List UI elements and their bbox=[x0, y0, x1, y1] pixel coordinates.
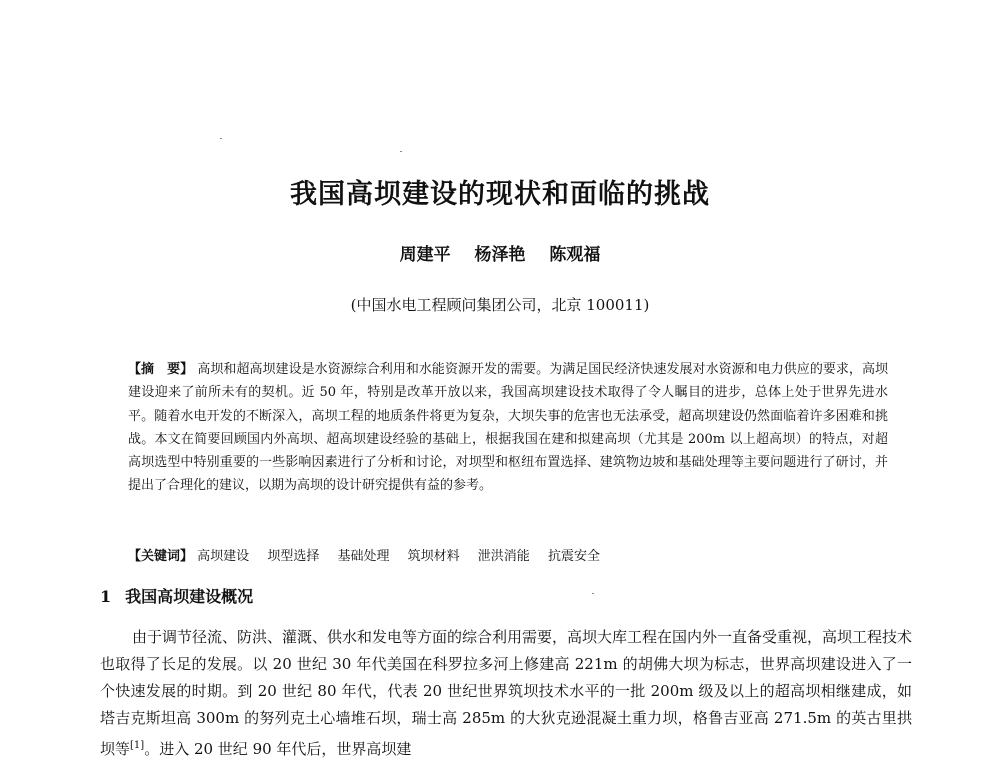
scan-speck bbox=[592, 593, 594, 594]
abstract bbox=[128, 358, 888, 498]
citation-reference: [1] bbox=[130, 740, 145, 751]
keyword: 高坝建设 bbox=[197, 549, 250, 564]
abstract-text: 高坝和超高坝建设是水资源综合利用和水能资源开发的需要。为满足国民经济快速发展对水资源和电力供应的要求，高坝建设迎来了前所未有的契机。近 50 年，特别是改革开放以来，我国高坝建设技术取得了令人瞩目的进步，总体上处于世界先进水平。随着水电开发的不断深入，高坝工程的地质条件将更为复杂，大坝失事的危害也无法承受，超高坝建设仍然面临着许多困难和挑战。本文在简要回顾国内外高坝、超高坝建设经验的基础上，根据我国在建和拟建高坝（尤其是 200m 以上超高坝）的特点，对超高坝选型中特别重要的一些影响因素进行了分析和讨论，对坝型和枢纽布置选择、建筑物边坡和基础处理等主要问题进行了研讨，并提出了合理化的建议，以期为高坝的设计研究提供有益的参考。 bbox=[128, 362, 888, 494]
keywords-label: 【关键词】 bbox=[128, 549, 194, 564]
abstract-label: 【摘 要】 bbox=[128, 362, 194, 377]
keyword: 抗震安全 bbox=[547, 549, 600, 564]
affiliation: (中国水电工程顾问集团公司，北京 100011) bbox=[350, 296, 650, 314]
scan-speck bbox=[220, 138, 222, 139]
keyword: 筑坝材料 bbox=[407, 549, 460, 564]
author-name: 周建平 bbox=[399, 245, 451, 265]
section-heading bbox=[100, 584, 253, 607]
author-name: 陈观福 bbox=[549, 245, 601, 265]
paper-title: 我国高坝建设的现状和面临的挑战 bbox=[290, 179, 710, 210]
section-title: 我国高坝建设概况 bbox=[125, 587, 254, 606]
body-text-continued: 。进入 20 世纪 90 年代后，世界高坝建 bbox=[144, 740, 412, 758]
author-list bbox=[0, 240, 1000, 265]
author-name: 杨泽艳 bbox=[474, 245, 526, 265]
keyword: 泄洪消能 bbox=[477, 549, 530, 564]
section-number: 1 bbox=[100, 587, 112, 606]
body-paragraph bbox=[100, 624, 912, 763]
scan-speck bbox=[400, 151, 402, 152]
keyword: 坝型选择 bbox=[267, 549, 320, 564]
body-text: 由于调节径流、防洪、灌溉、供水和发电等方面的综合利用需要，高坝大库工程在国内外一直备受重视，高坝工程技术也取得了长足的发展。以 20 世纪 30 年代美国在科罗拉多河上修建高 221m 的胡佛大坝为标志，世界高坝建设进入了一个快速发展的时期。到 20 世纪 80 年代，代表 20 世纪世界筑坝技术水平的一批 200m 级及以上的超高坝相继建成，如塔吉克斯坦高 300m 的努列克土心墙堆石坝，瑞士高 285m 的大狄克逊混凝土重力坝，格鲁吉亚高 271.5m 的英古里拱坝等 bbox=[100, 628, 913, 758]
keyword: 基础处理 bbox=[337, 549, 390, 564]
keywords bbox=[128, 545, 888, 564]
